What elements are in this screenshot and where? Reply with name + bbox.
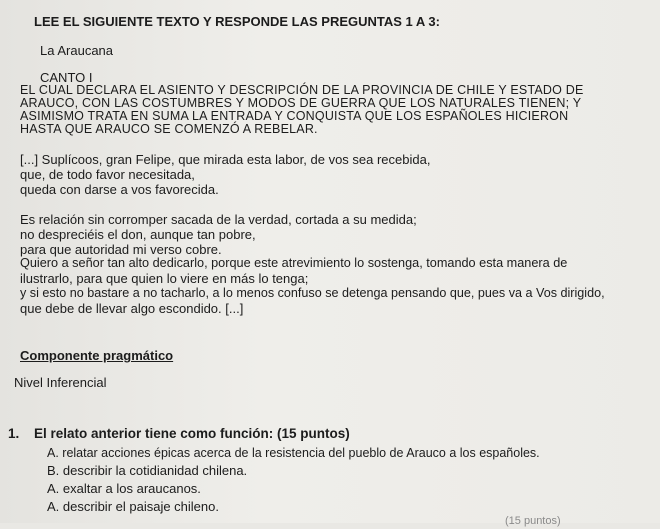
question-number: 1. <box>8 426 20 441</box>
stanza-line: [...] Suplícoos, gran Felipe, que mirada esta labor, de vos sea recebida, <box>20 152 431 167</box>
stanza-line: para que autoridad mi verso cobre. <box>20 242 222 257</box>
text-title: La Araucana <box>40 43 114 58</box>
stanza-line: no despreciéis el don, aunque tan pobre, <box>20 227 256 242</box>
stanza-line: queda con darse a vos favorecida. <box>20 182 219 197</box>
stanza-line: que debe de llevar algo escondido. [...] <box>20 301 244 316</box>
answer-option[interactable]: B. describir la cotidianidad chilena. <box>47 463 248 478</box>
answer-option[interactable]: A. describir el paisaje chileno. <box>47 499 219 514</box>
stanza-line: ilustrarlo, para que quien lo viere en más lo tenga; <box>20 271 309 286</box>
summary-line: EL CUAL DECLARA EL ASIENTO Y DESCRIPCIÓN DE LA PROVINCIA DE CHILE Y ESTADO DE <box>20 83 584 97</box>
summary-line: ASIMISMO TRATA EN SUMA LA ENTRADA Y CONQUISTA QUE LOS ESPAÑOLES HICIERON <box>20 109 569 123</box>
question-text: El relato anterior tiene como función: (15 puntos) <box>34 426 350 441</box>
stanza-line: Quiero a señor tan alto dedicarlo, porque este atrevimiento lo sostenga, tomando esta manera de <box>20 256 568 270</box>
cut-off-points-label: (15 puntos) <box>505 515 561 527</box>
answer-option[interactable]: A. exaltar a los araucanos. <box>47 481 201 496</box>
level-heading: Nivel Inferencial <box>14 375 107 390</box>
summary-line: ARAUCO, CON LAS COSTUMBRES Y MODOS DE GUERRA QUE LOS NATURALES TIENEN; Y <box>20 96 582 110</box>
component-heading: Componente pragmático <box>20 348 174 363</box>
summary-line: HASTA QUE ARAUCO SE COMENZÓ A REBELAR. <box>20 122 318 136</box>
answer-option[interactable]: A. relatar acciones épicas acerca de la resistencia del pueblo de Arauco a los españoles. <box>47 446 540 460</box>
canto-heading: CANTO I <box>40 70 93 85</box>
stanza-line: Es relación sin corromper sacada de la verdad, cortada a su medida; <box>20 212 417 227</box>
stanza-line: que, de todo favor necesitada, <box>20 167 195 182</box>
stanza-line: y si esto no bastare a no tacharlo, a lo menos confuso se detenga pensando que, pues va a Vos dirigido, <box>20 286 605 300</box>
instruction-heading: LEE EL SIGUIENTE TEXTO Y RESPONDE LAS PREGUNTAS 1 A 3: <box>34 14 440 29</box>
